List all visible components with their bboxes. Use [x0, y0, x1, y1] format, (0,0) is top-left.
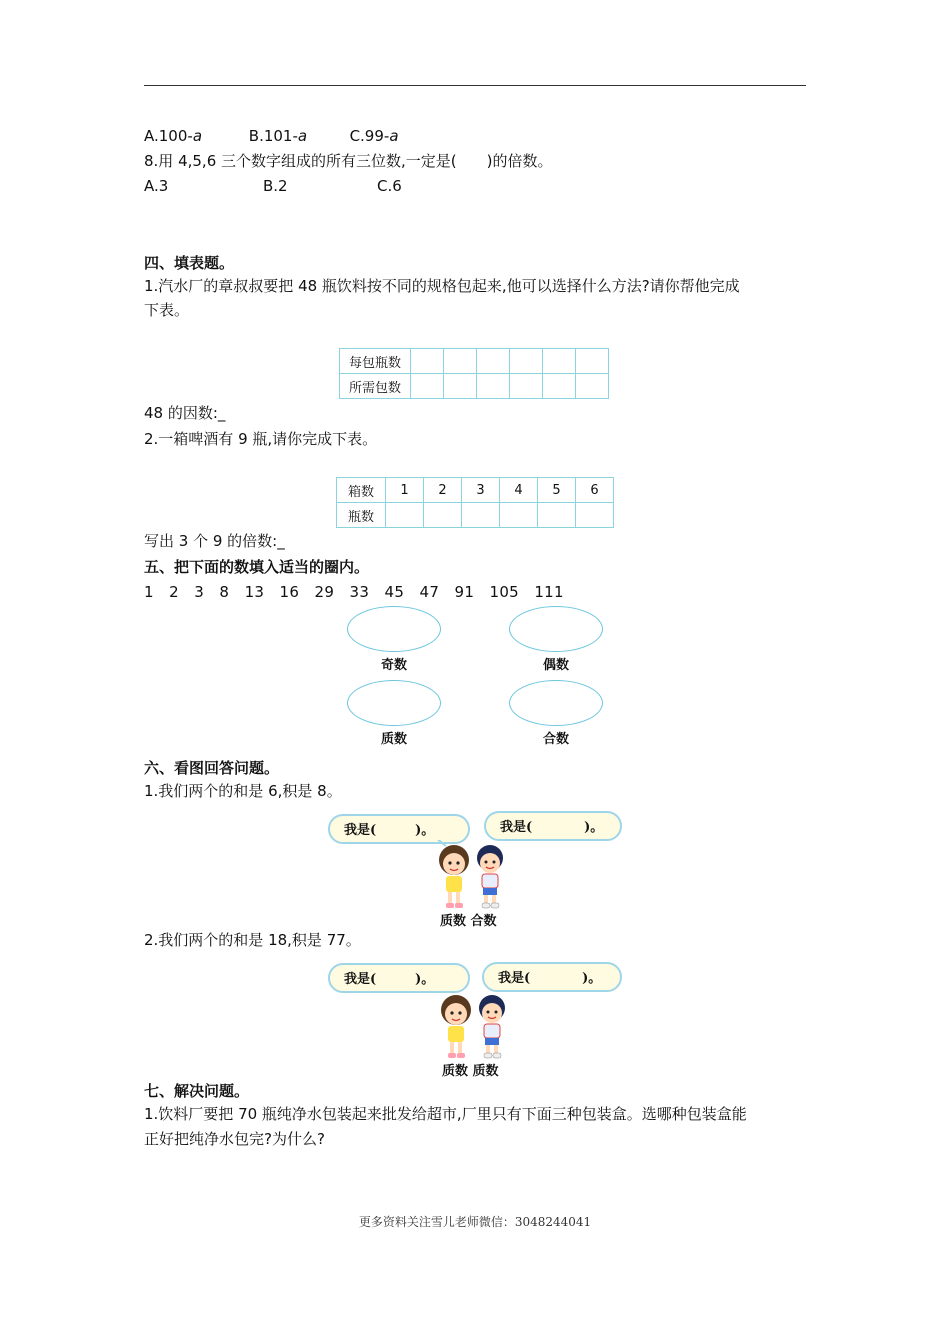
answer-cell[interactable] — [477, 374, 510, 399]
s6-q1: 1.我们两个的和是 6,积是 8。 — [144, 782, 342, 800]
table-row — [340, 349, 609, 374]
table-row — [337, 478, 614, 503]
kid-labels: 质数 质数 — [442, 1064, 499, 1079]
header-cell: 4 — [500, 478, 538, 503]
two-kids-illustration — [428, 990, 518, 1062]
section4-heading: 四、填表题。 — [144, 254, 235, 272]
answer-cell[interactable] — [576, 503, 614, 528]
row-label: 所需包数 — [340, 374, 411, 399]
answer-cell[interactable] — [444, 349, 477, 374]
header-cell: 1 — [386, 478, 424, 503]
section6-heading: 六、看图回答问题。 — [144, 759, 280, 777]
number-list: 1 2 3 8 13 16 29 33 45 47 91 105 111 — [144, 583, 564, 601]
answer-cell[interactable] — [386, 503, 424, 528]
answer-cell[interactable] — [543, 349, 576, 374]
q8-options: A.3 B.2 C.6 — [144, 177, 402, 195]
speech-bubble-left: 我是( )。 — [328, 814, 470, 844]
s7-q1-line2: 正好把纯净水包完?为什么? — [144, 1130, 325, 1148]
header-cell: 箱数 — [337, 478, 386, 503]
factors-label: 48 的因数:_ — [144, 404, 226, 422]
top-rule — [144, 85, 806, 86]
header-cell: 5 — [538, 478, 576, 503]
answer-cell[interactable] — [543, 374, 576, 399]
s4-q1-line1: 1.汽水厂的章叔叔要把 48 瓶饮料按不同的规格包起来,他可以选择什么方法?请你帮他完成 — [144, 277, 740, 295]
even-circle[interactable] — [509, 606, 603, 652]
table-row — [337, 503, 614, 528]
answer-cell[interactable] — [477, 349, 510, 374]
even-label: 偶数 — [542, 658, 569, 673]
table-row — [340, 374, 609, 399]
girl-icon — [441, 995, 471, 1058]
header-cell: 2 — [424, 478, 462, 503]
prime-label: 质数 — [380, 732, 407, 747]
row-label: 每包瓶数 — [340, 349, 411, 374]
answer-cell[interactable] — [411, 374, 444, 399]
answer-cell[interactable] — [576, 374, 609, 399]
answer-cell[interactable] — [411, 349, 444, 374]
boy-icon — [477, 845, 503, 908]
beer-table — [336, 477, 614, 528]
kid-labels: 质数 合数 — [440, 914, 497, 929]
composite-label: 合数 — [542, 732, 569, 747]
header-cell: 6 — [576, 478, 614, 503]
section5-heading: 五、把下面的数填入适当的圈内。 — [144, 558, 370, 576]
speech-bubble-left: 我是( )。 — [328, 963, 470, 993]
speech-bubble-right: 我是( )。 — [482, 962, 622, 992]
answer-cell[interactable] — [510, 349, 543, 374]
composite-circle[interactable] — [509, 680, 603, 726]
answer-cell[interactable] — [444, 374, 477, 399]
s7-q1-line1: 1.饮料厂要把 70 瓶纯净水包装起来批发给超市,厂里只有下面三种包装盒。选哪种包装盒能 — [144, 1105, 747, 1123]
packaging-table — [339, 348, 609, 399]
speech-bubble-right: 我是( )。 — [484, 811, 622, 841]
s6-q2: 2.我们两个的和是 18,积是 77。 — [144, 931, 361, 949]
q7-options: A.100-a B.101-a C.99-a — [144, 127, 399, 145]
s4-q1-line2: 下表。 — [144, 301, 190, 319]
s4-q2: 2.一箱啤酒有 9 瓶,请你完成下表。 — [144, 430, 378, 448]
answer-cell[interactable] — [424, 503, 462, 528]
answer-cell[interactable] — [462, 503, 500, 528]
q8-text: 8.用 4,5,6 三个数字组成的所有三位数,一定是( )的倍数。 — [144, 152, 553, 170]
answer-cell[interactable] — [500, 503, 538, 528]
answer-cell[interactable] — [538, 503, 576, 528]
multiples-label: 写出 3 个 9 的倍数:_ — [144, 532, 285, 550]
odd-circle[interactable] — [347, 606, 441, 652]
answer-cell[interactable] — [510, 374, 543, 399]
footer-note: 更多资料关注雪儿老师微信：3048244041 — [358, 1215, 592, 1229]
boy-icon — [479, 995, 505, 1058]
two-kids-illustration — [426, 840, 516, 912]
bubble-tail-icon — [436, 840, 446, 846]
odd-label: 奇数 — [380, 658, 407, 673]
girl-icon — [439, 845, 469, 908]
section7-heading: 七、解决问题。 — [144, 1082, 250, 1100]
header-cell: 3 — [462, 478, 500, 503]
prime-circle[interactable] — [347, 680, 441, 726]
row-label: 瓶数 — [337, 503, 386, 528]
answer-cell[interactable] — [576, 349, 609, 374]
